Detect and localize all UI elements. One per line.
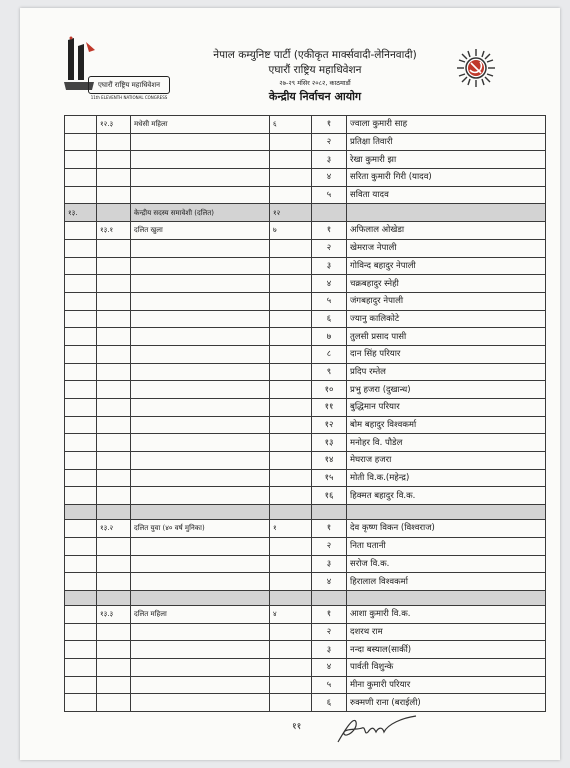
category-cell: मधेसी महिला xyxy=(131,116,270,134)
table-row xyxy=(65,381,546,399)
section-number-cell xyxy=(65,694,97,712)
serial-number-cell: १६ xyxy=(312,487,347,505)
document-page xyxy=(20,8,560,760)
serial-number-cell: २ xyxy=(312,133,347,151)
subsection-number-cell xyxy=(97,641,131,659)
candidate-name-cell: अफिलाल ओखेडा xyxy=(347,222,546,240)
candidate-name-cell: गोविन्द बहादुर नेपाली xyxy=(347,257,546,275)
subsection-number-cell xyxy=(97,345,131,363)
category-cell xyxy=(131,151,270,169)
serial-number-cell: ३ xyxy=(312,151,347,169)
table-row xyxy=(65,641,546,659)
candidate-name-cell: देव कृष्ण विकन (विश्वराज) xyxy=(347,520,546,538)
candidate-name-cell: सविता यादव xyxy=(347,186,546,204)
category-cell xyxy=(131,573,270,591)
table-row xyxy=(65,452,546,470)
subsection-number-cell xyxy=(97,310,131,328)
table-row xyxy=(65,623,546,641)
serial-number-cell: ५ xyxy=(312,292,347,310)
seat-count-cell xyxy=(270,555,312,573)
subsection-number-cell xyxy=(97,204,131,222)
seat-count-cell: १ xyxy=(270,520,312,538)
section-number-cell xyxy=(65,292,97,310)
category-cell xyxy=(131,363,270,381)
section-number-cell xyxy=(65,416,97,434)
section-number-cell xyxy=(65,363,97,381)
serial-number-cell xyxy=(312,204,347,222)
category-cell xyxy=(131,345,270,363)
table-row xyxy=(65,151,546,169)
candidate-name-cell: प्रतिक्षा तिवारी xyxy=(347,133,546,151)
section-number-cell xyxy=(65,116,97,134)
category-cell: दलित युवा (४० वर्ष मुनिका) xyxy=(131,520,270,538)
serial-number-cell xyxy=(312,590,347,605)
candidate-name-cell xyxy=(347,505,546,520)
table-row xyxy=(65,257,546,275)
table-row xyxy=(65,222,546,240)
table-row xyxy=(65,694,546,712)
subsection-number-cell xyxy=(97,573,131,591)
subsection-number-cell xyxy=(97,590,131,605)
section-number-cell xyxy=(65,658,97,676)
seat-count-cell xyxy=(270,416,312,434)
section-number-cell xyxy=(65,573,97,591)
seat-count-cell xyxy=(270,186,312,204)
subsection-number-cell: १३.२ xyxy=(97,520,131,538)
section-number-cell xyxy=(65,590,97,605)
subsection-number-cell xyxy=(97,381,131,399)
candidate-name-cell: प्रदिप रम्तेल xyxy=(347,363,546,381)
candidate-name-cell: बुद्धिमान परियार xyxy=(347,399,546,417)
section-number-cell: १३. xyxy=(65,204,97,222)
serial-number-cell: ६ xyxy=(312,694,347,712)
candidate-name-cell xyxy=(347,590,546,605)
candidate-name-cell: जंगबहादुर नेपाली xyxy=(347,292,546,310)
seat-count-cell xyxy=(270,151,312,169)
section-number-cell xyxy=(65,605,97,623)
section-number-cell xyxy=(65,676,97,694)
subsection-number-cell xyxy=(97,239,131,257)
serial-number-cell: ४ xyxy=(312,275,347,293)
section-number-cell xyxy=(65,505,97,520)
serial-number-cell: ५ xyxy=(312,676,347,694)
candidate-name-cell: पार्वती विशुन्के xyxy=(347,658,546,676)
subsection-number-cell xyxy=(97,676,131,694)
category-cell xyxy=(131,133,270,151)
serial-number-cell: ३ xyxy=(312,257,347,275)
category-cell xyxy=(131,537,270,555)
candidate-name-cell: मनोहर वि. पौडेल xyxy=(347,434,546,452)
signature xyxy=(332,708,422,748)
category-cell xyxy=(131,399,270,417)
section-number-cell xyxy=(65,345,97,363)
seat-count-cell xyxy=(270,328,312,346)
category-cell xyxy=(131,487,270,505)
serial-number-cell: ४ xyxy=(312,169,347,187)
candidate-name-cell: दशरथ राम xyxy=(347,623,546,641)
seat-count-cell xyxy=(270,694,312,712)
candidate-name-cell: खेमराज नेपाली xyxy=(347,239,546,257)
candidate-name-cell: हिक्मत बहादुर वि.क. xyxy=(347,487,546,505)
table-row xyxy=(65,676,546,694)
category-cell xyxy=(131,328,270,346)
section-number-cell xyxy=(65,328,97,346)
table-row xyxy=(65,133,546,151)
seat-count-cell xyxy=(270,590,312,605)
candidate-name-cell: रेखा कुमारी झा xyxy=(347,151,546,169)
candidate-name-cell: चक्रबहादुर स्नेही xyxy=(347,275,546,293)
serial-number-cell: १० xyxy=(312,381,347,399)
candidate-name-cell: मोती वि.क.(महेन्द्र) xyxy=(347,469,546,487)
subsection-number-cell xyxy=(97,658,131,676)
candidate-name-cell: सरिता कुमारी गिरी (यादव) xyxy=(347,169,546,187)
category-cell xyxy=(131,169,270,187)
section-number-cell xyxy=(65,537,97,555)
table-row xyxy=(65,116,546,134)
serial-number-cell: २ xyxy=(312,623,347,641)
table-row xyxy=(65,434,546,452)
section-number-cell xyxy=(65,623,97,641)
category-cell xyxy=(131,676,270,694)
candidate-name-cell: बोम बहादुर विश्वकर्मा xyxy=(347,416,546,434)
seat-count-cell xyxy=(270,399,312,417)
serial-number-cell: १३ xyxy=(312,434,347,452)
category-cell: दलित महिला xyxy=(131,605,270,623)
seat-count-cell xyxy=(270,505,312,520)
table-row xyxy=(65,573,546,591)
subsection-number-cell xyxy=(97,363,131,381)
candidate-name-cell: प्रभु हजरा (दुखान्ध) xyxy=(347,381,546,399)
candidate-name-cell: निता घतानी xyxy=(347,537,546,555)
table-row xyxy=(65,555,546,573)
category-cell xyxy=(131,658,270,676)
seat-count-cell: ६ xyxy=(270,116,312,134)
subsection-number-cell xyxy=(97,487,131,505)
section-number-cell xyxy=(65,641,97,659)
table-row xyxy=(65,328,546,346)
section-number-cell xyxy=(65,133,97,151)
subsection-number-cell xyxy=(97,151,131,169)
serial-number-cell: ५ xyxy=(312,186,347,204)
serial-number-cell: २ xyxy=(312,239,347,257)
section-number-cell xyxy=(65,186,97,204)
congress-logo xyxy=(60,36,170,106)
section-number-cell xyxy=(65,239,97,257)
subsection-number-cell xyxy=(97,505,131,520)
table-row xyxy=(65,186,546,204)
section-number-cell xyxy=(65,434,97,452)
table-row xyxy=(65,169,546,187)
subsection-number-cell xyxy=(97,469,131,487)
subsection-number-cell xyxy=(97,257,131,275)
candidate-name-cell: तुलसी प्रसाद पासी xyxy=(347,328,546,346)
subsection-number-cell xyxy=(97,133,131,151)
category-cell xyxy=(131,434,270,452)
subsection-number-cell xyxy=(97,555,131,573)
table-row xyxy=(65,487,546,505)
section-number-cell xyxy=(65,487,97,505)
candidate-name-cell: रुक्मणी राना (बराईली) xyxy=(347,694,546,712)
candidate-name-cell: दान सिंह परियार xyxy=(347,345,546,363)
category-cell xyxy=(131,310,270,328)
page-number: ११ xyxy=(292,722,302,732)
category-cell xyxy=(131,623,270,641)
seat-count-cell xyxy=(270,133,312,151)
table-row xyxy=(65,275,546,293)
subsection-number-cell xyxy=(97,292,131,310)
document-header xyxy=(20,8,560,118)
seat-count-cell xyxy=(270,623,312,641)
seat-count-cell xyxy=(270,239,312,257)
seat-count-cell xyxy=(270,469,312,487)
candidate-table xyxy=(64,115,546,712)
serial-number-cell: ४ xyxy=(312,658,347,676)
seat-count-cell xyxy=(270,275,312,293)
category-cell xyxy=(131,416,270,434)
category-cell xyxy=(131,257,270,275)
subsection-number-cell: १३.३ xyxy=(97,605,131,623)
congress-title: एघारौं राष्ट्रिय महाधिवेशन xyxy=(268,64,362,76)
subsection-number-cell xyxy=(97,694,131,712)
seat-count-cell xyxy=(270,257,312,275)
table-row xyxy=(65,310,546,328)
commission-title: केन्द्रीय निर्वाचन आयोग xyxy=(268,90,362,103)
category-cell xyxy=(131,469,270,487)
table-row xyxy=(65,537,546,555)
category-cell xyxy=(131,186,270,204)
serial-number-cell: ८ xyxy=(312,345,347,363)
serial-number-cell: ४ xyxy=(312,573,347,591)
category-cell xyxy=(131,381,270,399)
table-row xyxy=(65,363,546,381)
seat-count-cell: ७ xyxy=(270,222,312,240)
seat-count-cell xyxy=(270,641,312,659)
subsection-number-cell xyxy=(97,275,131,293)
category-cell xyxy=(131,452,270,470)
serial-number-cell: ३ xyxy=(312,555,347,573)
subsection-number-cell xyxy=(97,328,131,346)
seat-count-cell xyxy=(270,487,312,505)
seat-count-cell xyxy=(270,363,312,381)
seat-count-cell xyxy=(270,345,312,363)
serial-number-cell: ६ xyxy=(312,310,347,328)
candidate-name-cell: मीना कुमारी परियार xyxy=(347,676,546,694)
category-cell: दलित खुला xyxy=(131,222,270,240)
table-row xyxy=(65,292,546,310)
table-row xyxy=(65,239,546,257)
category-cell xyxy=(131,239,270,257)
section-number-cell xyxy=(65,222,97,240)
seat-count-cell xyxy=(270,169,312,187)
seat-count-cell xyxy=(270,381,312,399)
separator-row xyxy=(65,505,546,520)
subsection-number-cell xyxy=(97,623,131,641)
seat-count-cell: ४ xyxy=(270,605,312,623)
seat-count-cell xyxy=(270,676,312,694)
hammer-sickle-sun-emblem-icon xyxy=(456,48,496,88)
subsection-number-cell xyxy=(97,399,131,417)
logo-banner: एघारौं राष्ट्रिय महाधिवेशन xyxy=(88,76,170,94)
serial-number-cell: १४ xyxy=(312,452,347,470)
category-cell xyxy=(131,292,270,310)
serial-number-cell: १ xyxy=(312,520,347,538)
candidate-name-cell: हिरालाल विश्वकर्मा xyxy=(347,573,546,591)
section-number-cell xyxy=(65,399,97,417)
seat-count-cell xyxy=(270,310,312,328)
serial-number-cell: १२ xyxy=(312,416,347,434)
section-number-cell xyxy=(65,310,97,328)
candidate-name-cell: आशा कुमारी वि.क. xyxy=(347,605,546,623)
section-number-cell xyxy=(65,381,97,399)
category-cell xyxy=(131,505,270,520)
serial-number-cell: १ xyxy=(312,222,347,240)
subsection-number-cell xyxy=(97,169,131,187)
section-number-cell xyxy=(65,452,97,470)
party-name: नेपाल कम्युनिष्ट पार्टी (एकीकृत मार्क्सवादी-लेनिनवादी) xyxy=(213,49,417,61)
category-cell xyxy=(131,275,270,293)
section-number-cell xyxy=(65,520,97,538)
candidate-name-cell: मेघराज हजरा xyxy=(347,452,546,470)
seat-count-cell xyxy=(270,434,312,452)
seat-count-cell xyxy=(270,658,312,676)
candidate-name-cell: नन्दा बस्याल(सार्की) xyxy=(347,641,546,659)
table-row xyxy=(65,658,546,676)
category-cell xyxy=(131,641,270,659)
subsection-number-cell: १२.३ xyxy=(97,116,131,134)
category-cell xyxy=(131,694,270,712)
candidate-name-cell xyxy=(347,204,546,222)
serial-number-cell: ३ xyxy=(312,641,347,659)
section-row xyxy=(65,204,546,222)
serial-number-cell: ७ xyxy=(312,328,347,346)
candidate-name-cell: सरोज वि.क. xyxy=(347,555,546,573)
table-row xyxy=(65,416,546,434)
serial-number-cell: ९ xyxy=(312,363,347,381)
seat-count-cell xyxy=(270,573,312,591)
serial-number-cell: १ xyxy=(312,116,347,134)
table-row xyxy=(65,345,546,363)
seat-count-cell: १२ xyxy=(270,204,312,222)
subsection-number-cell xyxy=(97,416,131,434)
subsection-number-cell xyxy=(97,452,131,470)
congress-dates: २७-२९ मंसिर २०८२, काठमाडौं xyxy=(279,79,351,87)
serial-number-cell: २ xyxy=(312,537,347,555)
table-row xyxy=(65,399,546,417)
section-number-cell xyxy=(65,275,97,293)
table-row xyxy=(65,469,546,487)
candidate-name-cell: ज्वाला कुमारी साह xyxy=(347,116,546,134)
header-titles xyxy=(170,48,460,104)
section-number-cell xyxy=(65,469,97,487)
separator-row xyxy=(65,590,546,605)
seat-count-cell xyxy=(270,537,312,555)
subsection-number-cell xyxy=(97,537,131,555)
seat-count-cell xyxy=(270,292,312,310)
subsection-number-cell xyxy=(97,186,131,204)
section-number-cell xyxy=(65,555,97,573)
serial-number-cell xyxy=(312,505,347,520)
table-row xyxy=(65,605,546,623)
category-cell xyxy=(131,590,270,605)
section-number-cell xyxy=(65,151,97,169)
category-cell xyxy=(131,555,270,573)
section-number-cell xyxy=(65,169,97,187)
candidate-name-cell: ज्यानु कालिकोटे xyxy=(347,310,546,328)
serial-number-cell: १५ xyxy=(312,469,347,487)
seat-count-cell xyxy=(270,452,312,470)
subsection-number-cell xyxy=(97,434,131,452)
serial-number-cell: ११ xyxy=(312,399,347,417)
serial-number-cell: १ xyxy=(312,605,347,623)
subsection-number-cell: १३.१ xyxy=(97,222,131,240)
section-number-cell xyxy=(65,257,97,275)
table-row xyxy=(65,520,546,538)
logo-subtitle: 11th ELEVENTH NATIONAL CONGRESS xyxy=(90,95,168,100)
category-cell: केन्द्रीय सदस्य समावेशी (दलित) xyxy=(131,204,270,222)
